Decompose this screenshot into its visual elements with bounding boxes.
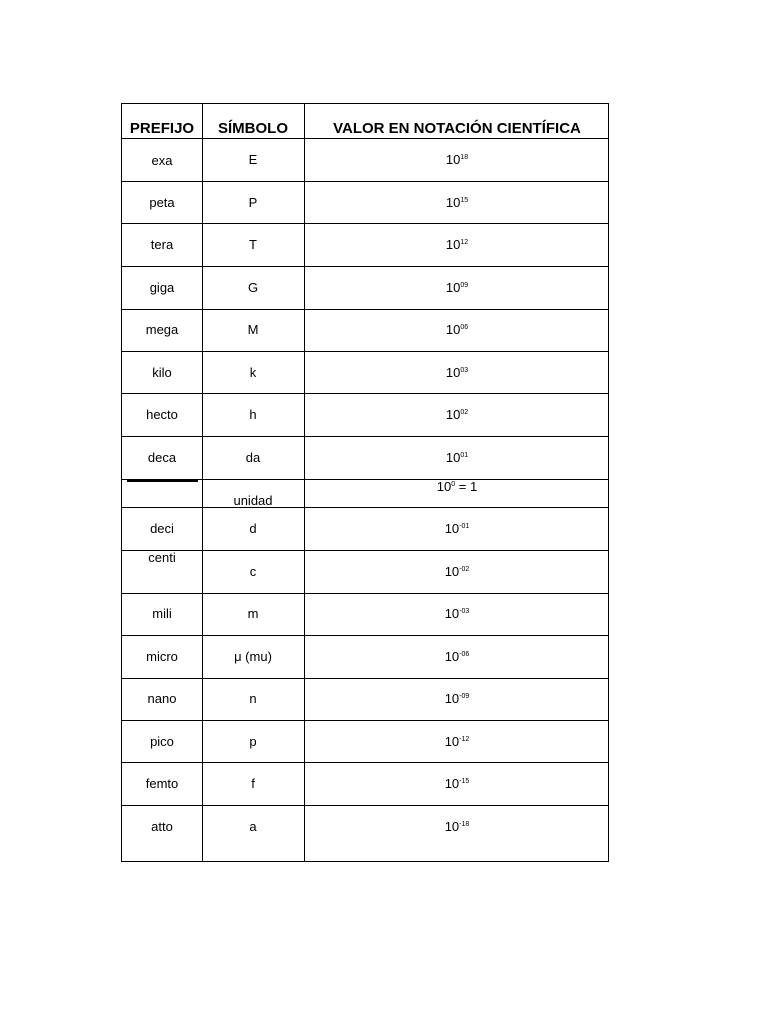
- prefix-cell: micro: [146, 649, 178, 664]
- value-cell: [304, 280, 610, 295]
- value-exponent: -01: [459, 523, 470, 530]
- header-value: VALOR EN NOTACIÓN CIENTÍFICA: [333, 120, 581, 137]
- header-symbol: SÍMBOLO: [218, 120, 288, 137]
- row-divider: [122, 266, 608, 267]
- value-cell: [304, 564, 610, 579]
- value-cell: [304, 237, 610, 252]
- row-divider: [122, 436, 608, 437]
- value-base: 10: [445, 280, 461, 295]
- row-divider: [122, 507, 608, 508]
- value-cell: [304, 450, 610, 465]
- value-cell: [304, 819, 610, 834]
- prefix-cell: giga: [149, 280, 175, 295]
- value-cell: [304, 734, 610, 749]
- value-cell: [304, 606, 610, 621]
- prefix-cell: atto: [151, 819, 173, 834]
- value-exponent: -12: [459, 736, 470, 743]
- value-exponent: 03: [460, 367, 469, 374]
- value-exponent: -02: [459, 566, 470, 573]
- value-exponent: 18: [460, 154, 469, 161]
- value-cell: [304, 649, 610, 664]
- symbol-cell: n: [249, 691, 257, 706]
- value-exponent: 12: [460, 239, 469, 246]
- row-divider: [122, 720, 608, 721]
- row-divider: [122, 309, 608, 310]
- value-base: 10: [444, 691, 460, 706]
- value-exponent: 09: [460, 282, 469, 289]
- value-base: 10: [445, 237, 461, 252]
- value-base: 10: [445, 407, 461, 422]
- value-exponent: -03: [459, 608, 470, 615]
- row-divider: [122, 678, 608, 679]
- value-base: 10: [445, 152, 461, 167]
- value-cell: [304, 521, 610, 536]
- prefix-cell: centi: [148, 550, 176, 565]
- value-base: 10: [445, 322, 461, 337]
- symbol-cell: G: [247, 280, 259, 295]
- symbol-cell: h: [249, 407, 257, 422]
- row-divider: [122, 593, 608, 594]
- value-base: 10: [444, 819, 460, 834]
- value-base: 10: [444, 564, 460, 579]
- symbol-cell: P: [248, 195, 258, 210]
- row-divider: [122, 635, 608, 636]
- prefix-cell: nano: [147, 691, 177, 706]
- symbol-cell: unidad: [233, 493, 273, 508]
- value-base: 10: [444, 734, 460, 749]
- symbol-cell: μ (mu): [234, 649, 272, 664]
- value-exponent: -15: [459, 778, 470, 785]
- prefix-cell: exa: [151, 153, 173, 168]
- value-cell: [304, 322, 610, 337]
- value-exponent: 01: [460, 452, 469, 459]
- value-exponent: -09: [459, 693, 470, 700]
- value-base: 10: [444, 606, 460, 621]
- prefix-cell: deca: [147, 450, 177, 465]
- row-divider: [122, 393, 608, 394]
- value-cell: [304, 195, 610, 210]
- value-cell: [304, 776, 610, 791]
- prefix-cell: tera: [150, 237, 174, 252]
- value-base: 10: [444, 649, 460, 664]
- row-divider: [122, 351, 608, 352]
- value-cell: [304, 152, 610, 167]
- prefix-table: [121, 103, 609, 862]
- row-divider: [122, 181, 608, 182]
- value-cell: [304, 407, 610, 422]
- row-divider: [122, 805, 608, 806]
- prefix-cell: hecto: [146, 407, 178, 422]
- value-base: 10: [445, 450, 461, 465]
- symbol-cell: T: [249, 237, 257, 252]
- value-exponent: 0: [451, 481, 456, 488]
- value-exponent: -06: [459, 651, 470, 658]
- prefix-cell: femto: [145, 776, 179, 791]
- symbol-cell: M: [247, 322, 259, 337]
- symbol-cell: p: [249, 734, 257, 749]
- value-cell: [304, 691, 610, 706]
- symbol-cell: f: [251, 776, 255, 791]
- symbol-cell: d: [249, 521, 257, 536]
- prefix-cell: peta: [149, 195, 175, 210]
- row-divider: [122, 138, 608, 139]
- value-exponent: -18: [459, 821, 470, 828]
- value-base: 10: [444, 776, 460, 791]
- symbol-cell: k: [249, 365, 257, 380]
- prefix-cell: mili: [152, 606, 172, 621]
- value-exponent: 02: [460, 409, 469, 416]
- header-prefix: PREFIJO: [129, 120, 195, 137]
- symbol-cell: E: [248, 152, 258, 167]
- value-suffix: = 1: [455, 479, 478, 494]
- prefix-cell: mega: [145, 322, 179, 337]
- value-cell: [304, 479, 610, 494]
- value-cell: [304, 365, 610, 380]
- prefix-cell: deci: [150, 521, 174, 536]
- value-base: 10: [445, 195, 461, 210]
- symbol-cell: m: [247, 606, 259, 621]
- value-exponent: 15: [460, 197, 469, 204]
- value-base: 10: [445, 365, 461, 380]
- symbol-cell: c: [249, 564, 257, 579]
- symbol-cell: da: [245, 450, 261, 465]
- deca-underline: [127, 480, 198, 482]
- symbol-cell: a: [249, 819, 257, 834]
- value-base: 10: [436, 479, 452, 494]
- row-divider: [122, 223, 608, 224]
- value-exponent: 06: [460, 324, 469, 331]
- row-divider: [122, 762, 608, 763]
- prefix-cell: pico: [150, 734, 174, 749]
- prefix-cell: kilo: [152, 365, 172, 380]
- value-base: 10: [444, 521, 460, 536]
